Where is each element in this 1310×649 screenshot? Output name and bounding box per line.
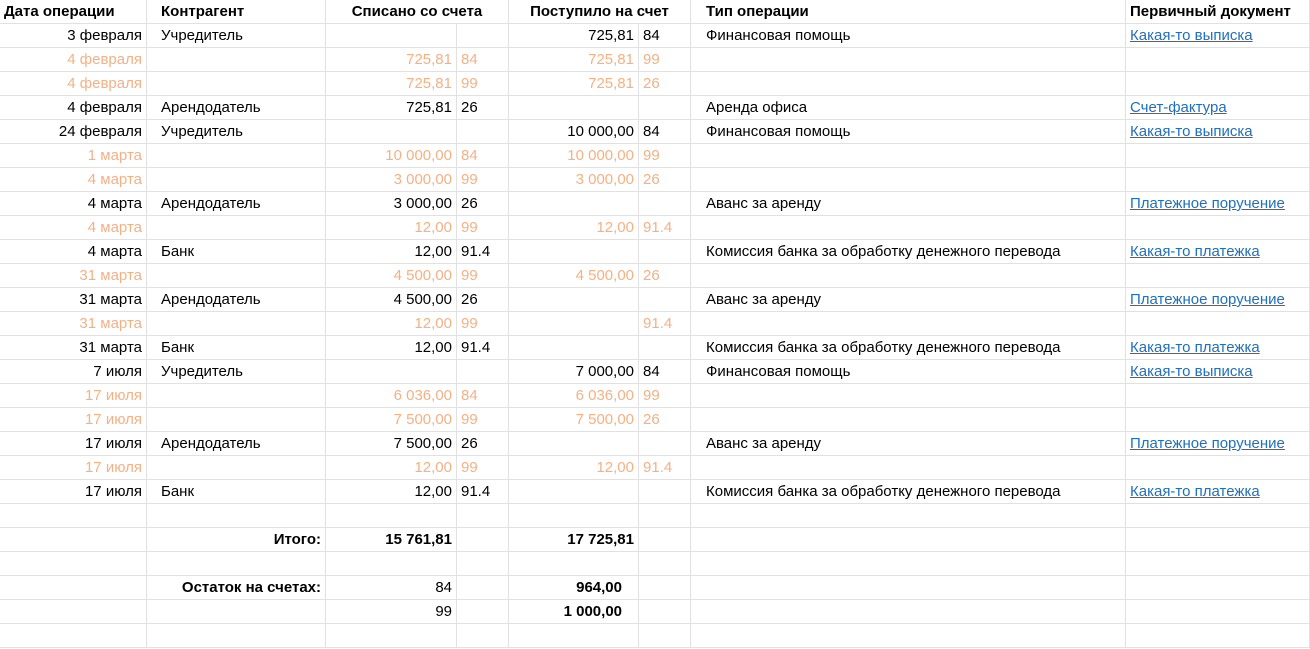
document-cell[interactable] [1126,168,1310,191]
document-link[interactable]: Счет-фактура [1130,99,1227,116]
header-counterparty[interactable]: Контрагент [147,0,326,23]
debit-account-cell[interactable]: 99 [457,216,509,239]
header-document[interactable]: Первичный документ [1126,0,1310,23]
table-row [0,384,1310,408]
document-link[interactable]: Какая-то платежка [1130,483,1260,500]
table-row [0,432,1310,456]
credit-account-cell[interactable]: 84 [639,360,691,383]
operation-type-cell[interactable] [691,72,1126,95]
debit-amount-cell[interactable]: 12,00 [326,312,457,335]
empty-cell[interactable] [457,576,509,599]
empty-cell[interactable] [326,552,457,575]
document-link[interactable]: Платежное поручение [1130,435,1285,452]
document-cell[interactable] [1126,336,1310,359]
document-link[interactable]: Какая-то выписка [1130,363,1253,380]
document-cell[interactable] [1126,120,1310,143]
document-cell[interactable] [1126,312,1310,335]
debit-account-cell[interactable]: 84 [457,48,509,71]
counterparty-cell[interactable]: Арендодатель [147,192,326,215]
balance-row [0,600,1310,624]
document-cell[interactable] [1126,384,1310,407]
credit-amount-cell[interactable]: 6 036,00 [509,384,639,407]
blank-row [0,504,1310,528]
debit-account-cell[interactable]: 99 [457,456,509,479]
credit-amount-cell[interactable]: 4 500,00 [509,264,639,287]
operation-type-cell[interactable] [691,312,1126,335]
credit-amount-cell[interactable]: 725,81 [509,48,639,71]
credit-account-cell[interactable] [639,288,691,311]
table-row [0,312,1310,336]
empty-cell[interactable] [1126,576,1310,599]
document-cell[interactable] [1126,480,1310,503]
credit-amount-cell[interactable]: 12,00 [509,216,639,239]
debit-amount-cell[interactable] [326,120,457,143]
empty-cell[interactable] [639,576,691,599]
date-cell[interactable]: 31 марта [0,336,147,359]
balance-amount[interactable]: 964,00 [509,576,639,599]
operation-type-cell[interactable] [691,384,1126,407]
credit-account-cell[interactable]: 99 [639,384,691,407]
debit-amount-cell[interactable] [326,360,457,383]
counterparty-cell[interactable] [147,168,326,191]
date-cell[interactable]: 4 марта [0,168,147,191]
document-cell[interactable] [1126,456,1310,479]
credit-account-cell[interactable] [639,240,691,263]
debit-account-cell[interactable] [457,24,509,47]
document-link[interactable]: Какая-то платежка [1130,243,1260,260]
counterparty-cell[interactable]: Банк [147,240,326,263]
debit-amount-cell[interactable]: 3 000,00 [326,168,457,191]
date-cell[interactable]: 4 февраля [0,48,147,71]
operation-type-cell[interactable]: Комиссия банка за обработку денежного перевода [691,336,1126,359]
debit-amount-cell[interactable]: 12,00 [326,480,457,503]
credit-amount-cell[interactable]: 12,00 [509,456,639,479]
table-row [0,480,1310,504]
document-cell[interactable] [1126,144,1310,167]
empty-cell[interactable] [691,528,1126,551]
empty-cell[interactable] [0,552,147,575]
credit-amount-cell[interactable] [509,432,639,455]
document-cell[interactable] [1126,264,1310,287]
date-cell[interactable]: 17 июля [0,456,147,479]
operation-type-cell[interactable]: Финансовая помощь [691,24,1126,47]
date-cell[interactable]: 4 марта [0,216,147,239]
empty-cell[interactable] [457,624,509,647]
blank-row [0,552,1310,576]
debit-account-cell[interactable]: 26 [457,96,509,119]
counterparty-cell[interactable] [147,456,326,479]
operation-type-cell[interactable] [691,168,1126,191]
debit-amount-cell[interactable]: 725,81 [326,96,457,119]
table-row [0,48,1310,72]
empty-cell[interactable] [691,600,1126,623]
debit-amount-cell[interactable]: 4 500,00 [326,288,457,311]
credit-account-cell[interactable]: 91.4 [639,216,691,239]
empty-cell[interactable] [509,624,639,647]
header-type[interactable]: Тип операции [691,0,1126,23]
credit-account-cell[interactable]: 26 [639,168,691,191]
credit-amount-cell[interactable]: 7 000,00 [509,360,639,383]
table-row [0,72,1310,96]
empty-cell[interactable] [639,624,691,647]
document-link[interactable]: Какая-то выписка [1130,123,1253,140]
counterparty-cell[interactable]: Арендодатель [147,96,326,119]
table-row [0,120,1310,144]
operation-type-cell[interactable]: Финансовая помощь [691,120,1126,143]
debit-account-cell[interactable]: 99 [457,312,509,335]
empty-cell[interactable] [0,600,147,623]
credit-amount-cell[interactable] [509,240,639,263]
document-link[interactable]: Какая-то выписка [1130,27,1253,44]
document-link[interactable]: Платежное поручение [1130,291,1285,308]
counterparty-cell[interactable] [147,144,326,167]
empty-cell[interactable] [0,528,147,551]
debit-amount-cell[interactable]: 4 500,00 [326,264,457,287]
table-row [0,264,1310,288]
credit-account-cell[interactable]: 84 [639,24,691,47]
debit-account-cell[interactable]: 26 [457,192,509,215]
empty-cell[interactable] [326,504,457,527]
credit-account-cell[interactable]: 91.4 [639,312,691,335]
balance-label[interactable]: Остаток на счетах: [147,576,326,599]
totals-row [0,528,1310,552]
empty-cell[interactable] [509,504,639,527]
empty-cell[interactable] [639,504,691,527]
credit-amount-cell[interactable]: 10 000,00 [509,120,639,143]
counterparty-cell[interactable] [147,216,326,239]
credit-account-cell[interactable] [639,480,691,503]
debit-account-cell[interactable]: 26 [457,288,509,311]
operation-type-cell[interactable] [691,456,1126,479]
document-cell[interactable] [1126,432,1310,455]
empty-cell[interactable] [1126,624,1310,647]
document-link[interactable]: Какая-то платежка [1130,339,1260,356]
balance-account[interactable]: 84 [326,576,457,599]
credit-account-cell[interactable] [639,96,691,119]
credit-amount-cell[interactable] [509,312,639,335]
header-date[interactable]: Дата операции [0,0,147,23]
date-cell[interactable]: 17 июля [0,384,147,407]
document-cell[interactable] [1126,48,1310,71]
empty-cell[interactable] [639,552,691,575]
document-cell[interactable] [1126,288,1310,311]
debit-amount-cell[interactable]: 10 000,00 [326,144,457,167]
empty-cell[interactable] [1126,600,1310,623]
debit-amount-cell[interactable] [326,24,457,47]
totals-debit[interactable]: 15 761,81 [326,528,457,551]
totals-credit[interactable]: 17 725,81 [509,528,639,551]
counterparty-cell[interactable] [147,72,326,95]
credit-account-cell[interactable]: 99 [639,144,691,167]
table-row [0,456,1310,480]
debit-account-cell[interactable] [457,120,509,143]
debit-amount-cell[interactable]: 725,81 [326,48,457,71]
operation-type-cell[interactable]: Аванс за аренду [691,288,1126,311]
debit-amount-cell[interactable]: 12,00 [326,216,457,239]
document-link[interactable]: Платежное поручение [1130,195,1285,212]
credit-amount-cell[interactable]: 10 000,00 [509,144,639,167]
empty-cell[interactable] [457,504,509,527]
debit-amount-cell[interactable]: 12,00 [326,336,457,359]
credit-amount-cell[interactable] [509,288,639,311]
debit-account-cell[interactable]: 99 [457,168,509,191]
operation-type-cell[interactable]: Аренда офиса [691,96,1126,119]
balance-account[interactable]: 99 [326,600,457,623]
credit-amount-cell[interactable] [509,192,639,215]
empty-cell[interactable] [0,576,147,599]
table-row [0,408,1310,432]
operation-type-cell[interactable] [691,216,1126,239]
date-cell[interactable]: 4 марта [0,240,147,263]
document-cell[interactable] [1126,192,1310,215]
table-row [0,96,1310,120]
operation-type-cell[interactable] [691,264,1126,287]
empty-cell[interactable] [457,528,509,551]
debit-amount-cell[interactable]: 725,81 [326,72,457,95]
credit-account-cell[interactable]: 99 [639,48,691,71]
date-cell[interactable]: 4 февраля [0,96,147,119]
date-cell[interactable]: 31 марта [0,264,147,287]
credit-account-cell[interactable]: 26 [639,264,691,287]
debit-amount-cell[interactable]: 12,00 [326,456,457,479]
empty-cell[interactable] [0,504,147,527]
empty-cell[interactable] [509,552,639,575]
operation-type-cell[interactable] [691,408,1126,431]
credit-amount-cell[interactable]: 3 000,00 [509,168,639,191]
date-cell[interactable]: 4 февраля [0,72,147,95]
counterparty-cell[interactable]: Учредитель [147,360,326,383]
balance-row [0,576,1310,600]
document-cell[interactable] [1126,216,1310,239]
date-cell[interactable]: 3 февраля [0,24,147,47]
totals-label[interactable]: Итого: [147,528,326,551]
empty-cell[interactable] [639,600,691,623]
credit-amount-cell[interactable] [509,480,639,503]
empty-cell[interactable] [147,504,326,527]
date-cell[interactable]: 1 марта [0,144,147,167]
counterparty-cell[interactable]: Банк [147,480,326,503]
debit-account-cell[interactable]: 99 [457,264,509,287]
credit-account-cell[interactable]: 91.4 [639,456,691,479]
header-credited[interactable]: Поступило на счет [509,0,691,23]
debit-account-cell[interactable]: 91.4 [457,480,509,503]
table-row [0,360,1310,384]
operation-type-cell[interactable]: Аванс за аренду [691,432,1126,455]
operation-type-cell[interactable]: Финансовая помощь [691,360,1126,383]
table-row [0,192,1310,216]
debit-account-cell[interactable]: 91.4 [457,240,509,263]
document-cell[interactable] [1126,360,1310,383]
empty-cell[interactable] [1126,504,1310,527]
date-cell[interactable]: 31 марта [0,312,147,335]
empty-cell[interactable] [691,624,1126,647]
operation-type-cell[interactable]: Комиссия банка за обработку денежного перевода [691,480,1126,503]
debit-account-cell[interactable]: 84 [457,144,509,167]
table-row [0,168,1310,192]
operation-type-cell[interactable]: Комиссия банка за обработку денежного перевода [691,240,1126,263]
counterparty-cell[interactable] [147,264,326,287]
credit-amount-cell[interactable]: 725,81 [509,72,639,95]
counterparty-cell[interactable] [147,384,326,407]
debit-amount-cell[interactable]: 12,00 [326,240,457,263]
blank-row [0,624,1310,648]
credit-account-cell[interactable] [639,432,691,455]
table-row [0,240,1310,264]
date-cell[interactable]: 31 марта [0,288,147,311]
debit-account-cell[interactable]: 84 [457,384,509,407]
credit-amount-cell[interactable]: 7 500,00 [509,408,639,431]
credit-amount-cell[interactable] [509,336,639,359]
table-row [0,216,1310,240]
credit-account-cell[interactable]: 26 [639,72,691,95]
table-row [0,144,1310,168]
date-cell[interactable]: 17 июля [0,480,147,503]
operation-type-cell[interactable] [691,144,1126,167]
credit-amount-cell[interactable] [509,96,639,119]
table-row [0,24,1310,48]
empty-cell[interactable] [147,624,326,647]
counterparty-cell[interactable] [147,312,326,335]
credit-amount-cell[interactable]: 725,81 [509,24,639,47]
empty-cell[interactable] [457,552,509,575]
counterparty-cell[interactable]: Учредитель [147,24,326,47]
credit-account-cell[interactable] [639,336,691,359]
empty-cell[interactable] [691,552,1126,575]
document-cell[interactable] [1126,96,1310,119]
empty-cell[interactable] [639,528,691,551]
date-cell[interactable]: 7 июля [0,360,147,383]
counterparty-cell[interactable] [147,408,326,431]
counterparty-cell[interactable]: Учредитель [147,120,326,143]
debit-amount-cell[interactable]: 7 500,00 [326,408,457,431]
debit-account-cell[interactable]: 26 [457,432,509,455]
header-debited[interactable]: Списано со счета [326,0,509,23]
date-cell[interactable]: 17 июля [0,408,147,431]
empty-cell[interactable] [691,504,1126,527]
date-cell[interactable]: 17 июля [0,432,147,455]
empty-cell[interactable] [1126,528,1310,551]
document-cell[interactable] [1126,24,1310,47]
empty-cell[interactable] [0,624,147,647]
counterparty-cell[interactable] [147,48,326,71]
table-row [0,288,1310,312]
operation-type-cell[interactable] [691,48,1126,71]
debit-account-cell[interactable]: 99 [457,72,509,95]
debit-amount-cell[interactable]: 7 500,00 [326,432,457,455]
empty-cell[interactable] [691,576,1126,599]
debit-amount-cell[interactable]: 6 036,00 [326,384,457,407]
credit-account-cell[interactable] [639,192,691,215]
empty-cell[interactable] [1126,552,1310,575]
debit-account-cell[interactable]: 99 [457,408,509,431]
credit-account-cell[interactable]: 84 [639,120,691,143]
debit-account-cell[interactable]: 91.4 [457,336,509,359]
balance-amount[interactable]: 1 000,00 [509,600,639,623]
table-row [0,336,1310,360]
credit-account-cell[interactable]: 26 [639,408,691,431]
empty-cell[interactable] [326,624,457,647]
header-row [0,0,1310,24]
document-cell[interactable] [1126,408,1310,431]
counterparty-cell[interactable]: Банк [147,336,326,359]
debit-account-cell[interactable] [457,360,509,383]
operation-type-cell[interactable]: Аванс за аренду [691,192,1126,215]
document-cell[interactable] [1126,72,1310,95]
empty-cell[interactable] [457,600,509,623]
date-cell[interactable]: 4 марта [0,192,147,215]
counterparty-cell[interactable]: Арендодатель [147,288,326,311]
date-cell[interactable]: 24 февраля [0,120,147,143]
document-cell[interactable] [1126,240,1310,263]
counterparty-cell[interactable]: Арендодатель [147,432,326,455]
empty-cell[interactable] [147,552,326,575]
empty-cell[interactable] [147,600,326,623]
debit-amount-cell[interactable]: 3 000,00 [326,192,457,215]
